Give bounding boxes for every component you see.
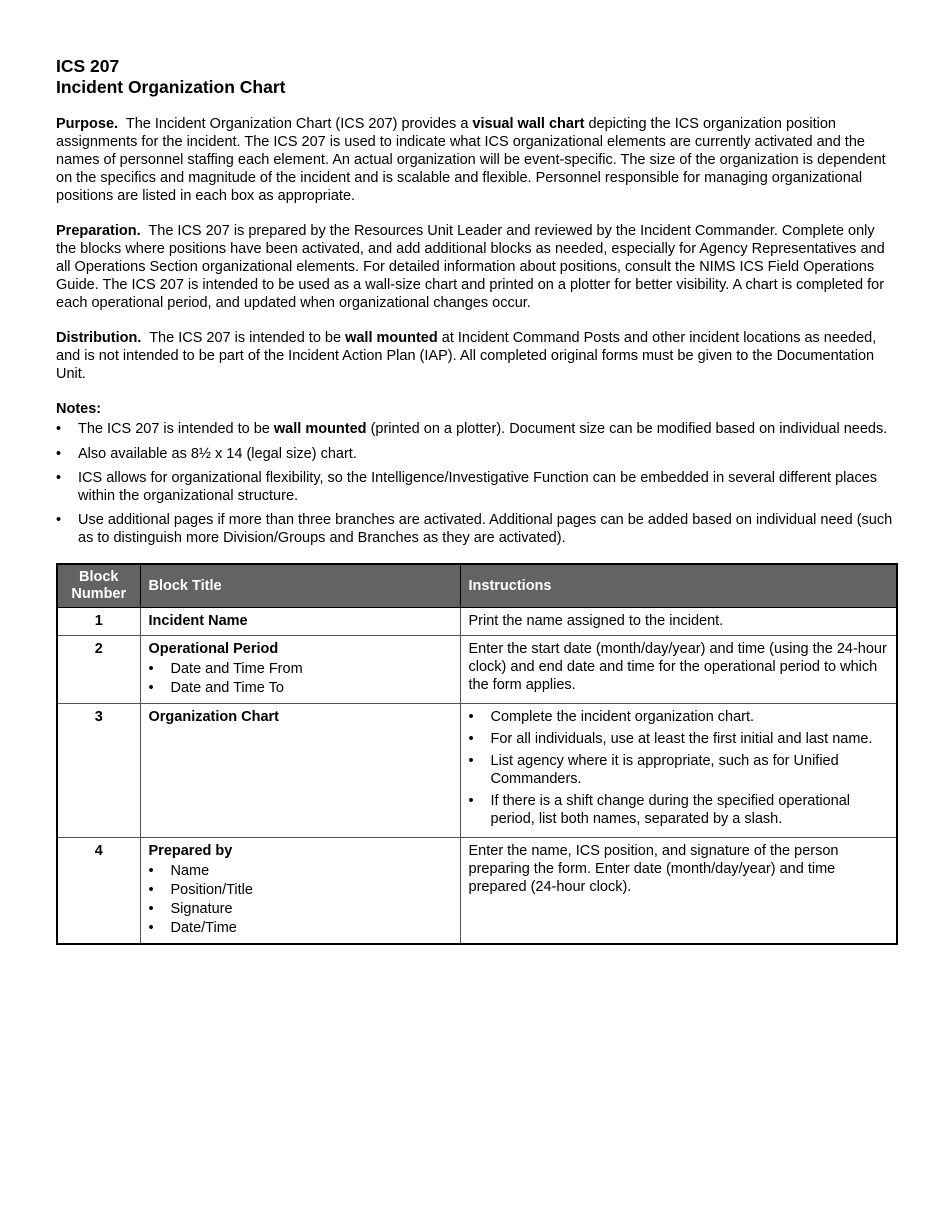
preparation-label: Preparation. [56, 223, 141, 239]
block-title: Operational Period [148, 641, 279, 657]
block-title: Organization Chart [148, 709, 280, 725]
block-title: Incident Name [148, 613, 248, 629]
block-title-item: • Name [149, 862, 452, 880]
table-row [57, 608, 897, 636]
purpose-text: The Incident Organization Chart (ICS 207) provides a [125, 116, 473, 132]
block-number: 2 [57, 636, 140, 704]
block-title-items [149, 660, 452, 697]
instructions-text: Enter the name, ICS position, and signature of the person preparing the form. Enter date (month/day/year) and time prepared (24-hour clock). [468, 843, 839, 895]
block-title-items [149, 862, 452, 937]
document-page [56, 56, 896, 945]
table-row [57, 704, 897, 838]
instructions-cell [460, 608, 897, 636]
notes-list [56, 421, 896, 547]
note-item: • Use additional pages if more than three branches are activated. Additional pages can be added based on individual need (such as to distinguish more Division/Groups and Branches as they are activated). [56, 512, 896, 547]
note-item: • Also available as 8½ x 14 (legal size) chart. [56, 446, 896, 464]
block-number: 3 [57, 704, 140, 838]
instructions-cell [460, 636, 897, 704]
column-header-block-title: Block Title [140, 564, 460, 608]
instructions-table [56, 563, 898, 945]
block-title-item: • Position/Title [149, 881, 452, 899]
purpose-label: Purpose. [56, 116, 119, 132]
distribution-emphasis: wall mounted [345, 330, 438, 346]
table-body [57, 608, 897, 945]
purpose-paragraph [56, 115, 896, 205]
instruction-item: • List agency where it is appropriate, such as for Unified Commanders. [469, 752, 889, 788]
preparation-text: The ICS 207 is prepared by the Resources Unit Leader and reviewed by the Incident Commander. Complete only the blocks where positions have been activated, and add additional blocks as needed, especially for Agency Representatives and all Operations Section organizational elements. For detailed information about positions, consult the NIMS ICS Field Operations Guide. The ICS 207 is intended to be used as a wall-size chart and printed on a plotter for better visibility. A chart is completed for each operational period, and updated when organizational changes occur. [56, 223, 885, 311]
purpose-emphasis: visual wall chart [472, 116, 585, 132]
distribution-label: Distribution. [56, 330, 142, 346]
block-title: Prepared by [148, 843, 233, 859]
notes-title: Notes: [56, 401, 102, 417]
table-header-row [57, 564, 897, 608]
block-title-item: • Signature [149, 900, 452, 918]
block-title-cell [140, 838, 460, 945]
instructions-cell [460, 838, 897, 945]
instruction-item: • For all individuals, use at least the first initial and last name. [469, 730, 889, 748]
note-text-cont: (printed on a plotter). Document size can be modified based on individual needs. [366, 421, 888, 437]
form-number: ICS 207 [56, 56, 120, 76]
block-number: 4 [57, 838, 140, 945]
distribution-text: The ICS 207 is intended to be [149, 330, 346, 346]
form-title: Incident Organization Chart [56, 77, 286, 97]
block-title-item: • Date and Time From [149, 660, 452, 678]
note-emphasis: wall mounted [273, 421, 367, 437]
instructions-text: Print the name assigned to the incident. [468, 613, 724, 629]
table-row [57, 838, 897, 945]
preparation-paragraph [56, 222, 896, 312]
distribution-text-cont: at Incident Command Posts and other incident locations as needed, and is not intended to be part of the Incident Action Plan (IAP). All completed original forms must be given to the Documentation Unit. [56, 330, 877, 382]
column-header-block-number: Block Number [57, 564, 140, 608]
block-title-item: • Date and Time To [149, 679, 452, 697]
instruction-item: • Complete the incident organization chart. [469, 708, 889, 726]
instructions-cell [460, 704, 897, 838]
instructions-text: Enter the start date (month/day/year) and time (using the 24-hour clock) and end date and time for the operational period to which the form applies. [468, 641, 887, 693]
block-number: 1 [57, 608, 140, 636]
block-title-cell [140, 704, 460, 838]
table-row [57, 636, 897, 704]
note-item: • ICS allows for organizational flexibility, so the Intelligence/Investigative Function can be embedded in several different places within the organizational structure. [56, 470, 896, 505]
instruction-item: • If there is a shift change during the specified operational period, list both names, separated by a slash. [469, 792, 889, 828]
note-text: The ICS 207 is intended to be [78, 421, 274, 437]
block-title-cell [140, 608, 460, 636]
block-title-cell [140, 636, 460, 704]
block-title-item: • Date/Time [149, 919, 452, 937]
instruction-items [469, 708, 889, 828]
distribution-paragraph [56, 329, 896, 383]
note-item [56, 421, 896, 439]
column-header-instructions: Instructions [460, 564, 897, 608]
purpose-text-cont: depicting the ICS organization position assignments for the incident. The ICS 207 is used to indicate what ICS organizational elements are currently activated and the names of personnel staffing each element. An actual organization will be event-specific. The size of the organization is dependent on the specifics and magnitude of the incident and is scalable and flexible. Personnel responsible for managing organizational positions are listed in each box as appropriate. [56, 116, 886, 204]
